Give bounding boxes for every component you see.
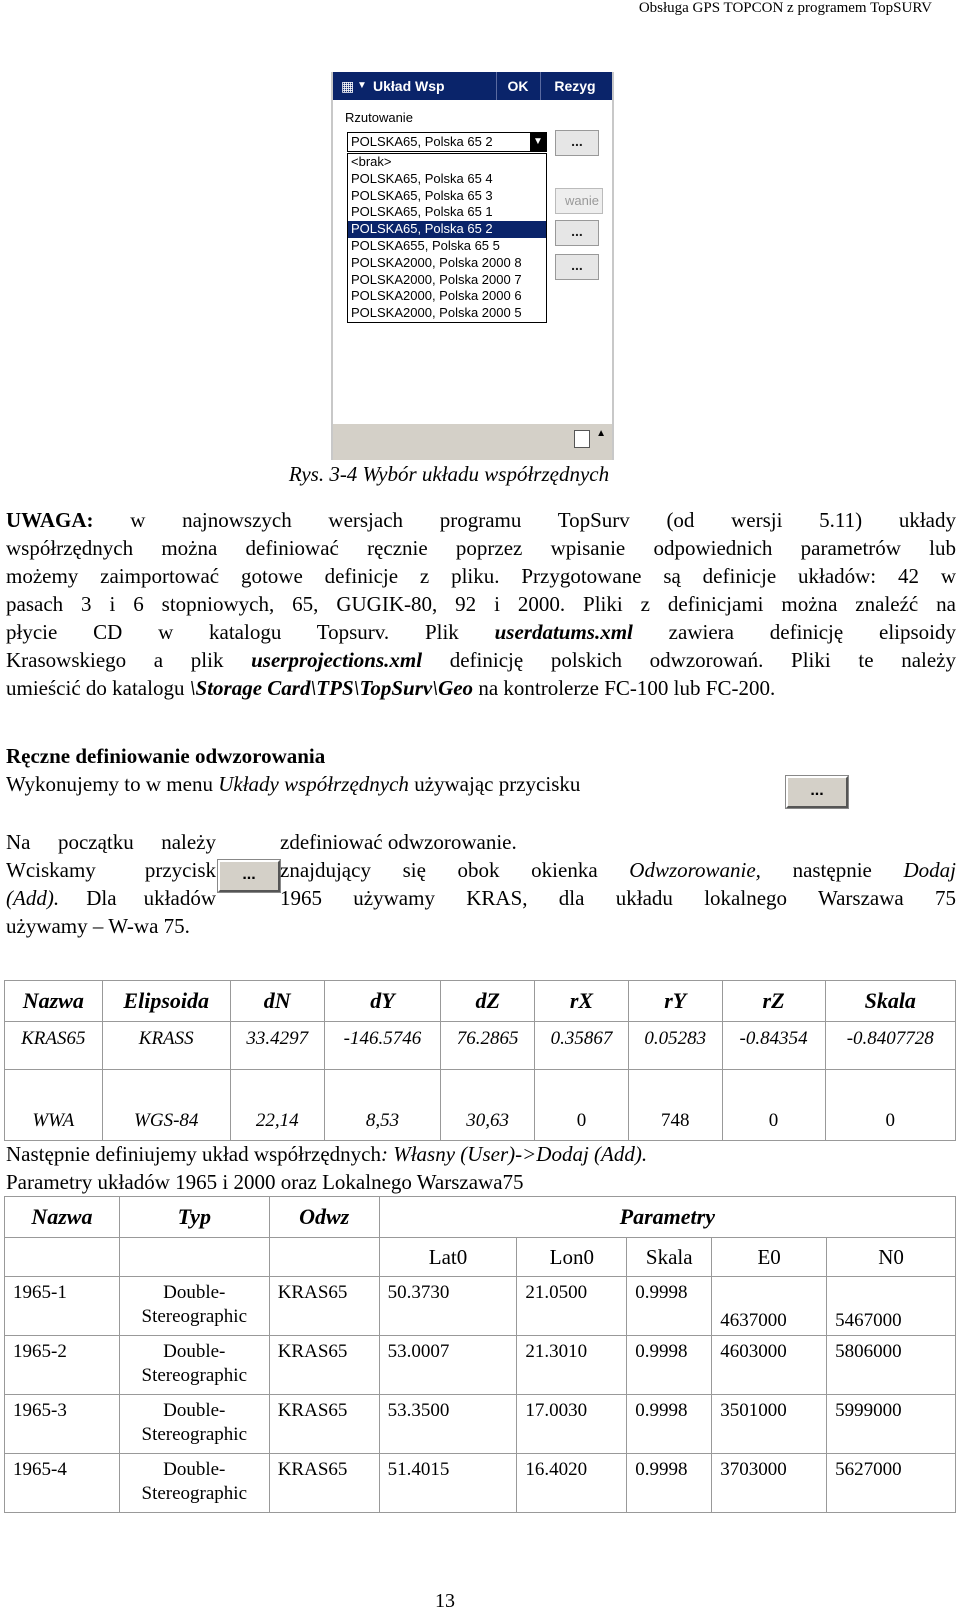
pda-taskbar xyxy=(333,424,612,460)
projection-parameters-table xyxy=(4,1196,956,1513)
browse-button-2[interactable]: ... xyxy=(555,220,599,246)
figure-caption: Rys. 3-4 Wybór układu współrzędnych xyxy=(288,462,610,486)
table-header: dN xyxy=(230,981,324,1022)
table-header: Odwz xyxy=(269,1197,379,1238)
list-item[interactable]: <brak> xyxy=(351,154,392,169)
table-header: dY xyxy=(324,981,441,1022)
table-header: rZ xyxy=(722,981,825,1022)
projection-select[interactable] xyxy=(347,132,547,152)
note-paragraph: UWAGA: w najnowszych wersjach programu TopSurv (od wersji 5.11) układy współrzędnych można definiować ręcznie poprzez wpisanie odpowiednich parametrów lub możemy zaimportować gotowe definicje z pliku. Przygotowane są definicje układów: 42 w pasach 3 i 6 stopniowych, 65, GUGIK-80, 92 i 2000. Pliki z definicjami można znaleźć na płycie CD w katalogu Topsurv. Plik userdatums.xml zawiera definicję elipsoidy Krasowskiego a plik userprojections.xml definicję polskich odwzorowań. Pliki te należy umieścić do katalogu \Storage Card\TPS\TopSurv\Geo na kontrolerze FC-100 lub FC-200. xyxy=(6,508,956,700)
table-header: Parametry xyxy=(379,1197,955,1238)
running-header: Obsługa GPS TOPCON z programem TopSURV xyxy=(638,0,932,16)
table-subheader: Lat0 xyxy=(379,1238,517,1277)
right-column-text: zdefiniować odwzorowanie. znajdujący się obok okienka Odwzorowanie, następnie Dodaj 1965 używamy KRAS, dla układu lokalnego Warszawa 75 xyxy=(280,830,956,910)
list-item[interactable]: POLSKA2000, Polska 2000 6 xyxy=(351,288,522,304)
table-header: dZ xyxy=(441,981,535,1022)
dropdown-arrow-icon[interactable]: ▼ xyxy=(530,133,546,151)
table-header: Nazwa xyxy=(5,1197,120,1238)
table-header-row xyxy=(5,1197,956,1238)
table-header-row xyxy=(5,981,956,1022)
pda-title-bar xyxy=(333,72,612,100)
cancel-button[interactable]: Rezyg xyxy=(540,72,609,100)
table-header: Nazwa xyxy=(5,981,103,1022)
pda-window-title: Układ Wsp xyxy=(373,78,445,94)
table-row: 1965-4 Double- Stereographic KRAS65 51.4015 16.4020 0.9998 3703000 5627000 xyxy=(5,1454,956,1513)
projection-dropdown-list[interactable] xyxy=(347,153,547,323)
hidden-button[interactable]: wanie xyxy=(555,188,603,214)
ellipsis-button-image: ... xyxy=(786,776,848,808)
list-item[interactable]: POLSKA2000, Polska 2000 7 xyxy=(351,271,522,287)
table-header: rX xyxy=(535,981,629,1022)
table-header: Skala xyxy=(825,981,955,1022)
table-subheader: Skala xyxy=(627,1238,712,1277)
section-heading: Ręczne definiowanie odwzorowania xyxy=(6,744,326,768)
list-item-selected[interactable]: POLSKA65, Polska 65 2 xyxy=(348,221,546,238)
datum-table xyxy=(4,980,956,1141)
table-header: Elipsoida xyxy=(102,981,230,1022)
projection-label: Rzutowanie xyxy=(345,110,413,125)
table-subheader: E0 xyxy=(712,1238,827,1277)
projection-selected-value: POLSKA65, Polska 65 2 xyxy=(351,134,493,149)
keyboard-icon[interactable] xyxy=(574,430,590,448)
table-subheader-row xyxy=(5,1238,956,1277)
table-row: 1965-2 Double- Stereographic KRAS65 53.0007 21.3010 0.9998 4603000 5806000 xyxy=(5,1336,956,1395)
left-column-text: Na początku należy Wciskamy przycisk (Add). Dla układów używamy – W-wa 75. xyxy=(6,830,216,938)
section-paragraph: Wykonujemy to w menu Układy współrzędnych używając przycisku xyxy=(6,772,581,796)
list-item[interactable]: POLSKA655, Polska 65 5 xyxy=(351,237,500,253)
page-number: 13 xyxy=(435,1590,455,1612)
table-header: rY xyxy=(628,981,722,1022)
ok-button[interactable]: OK xyxy=(496,72,539,100)
table-row: WWA WGS-84 22,14 8,53 30,63 0 748 0 0 xyxy=(5,1070,956,1141)
list-item[interactable]: POLSKA2000, Polska 2000 5 xyxy=(351,305,522,321)
coordinate-system-paragraph: Następnie definiujemy układ współrzędnych: Własny (User)->Dodaj (Add). Parametry układów 1965 i 2000 oraz Lokalnego Warszawa75 xyxy=(6,1142,648,1194)
browse-button-3[interactable]: ... xyxy=(555,254,599,280)
chevron-down-icon: ▼ xyxy=(357,80,367,91)
table-row: 1965-3 Double- Stereographic KRAS65 53.3500 17.0030 0.9998 3501000 5999000 xyxy=(5,1395,956,1454)
ellipsis-button-image-2: ... xyxy=(218,860,280,892)
chevron-up-icon[interactable]: ▲ xyxy=(596,428,606,439)
list-item[interactable]: POLSKA65, Polska 65 3 xyxy=(351,187,493,203)
table-row: KRAS65 KRASS 33.4297 -146.5746 76.2865 0.35867 0.05283 -0.84354 -0.8407728 xyxy=(5,1022,956,1070)
list-item[interactable]: POLSKA65, Polska 65 1 xyxy=(351,204,493,220)
list-item[interactable]: POLSKA2000, Polska 2000 8 xyxy=(351,254,522,270)
table-row: 1965-1 Double- Stereographic KRAS65 50.3730 21.0500 0.9998 4637000 5467000 xyxy=(5,1277,956,1336)
pda-screenshot xyxy=(331,72,614,460)
projection-browse-button[interactable]: ... xyxy=(555,130,599,156)
table-header: Typ xyxy=(119,1197,269,1238)
table-subheader: Lon0 xyxy=(517,1238,627,1277)
start-menu-icon[interactable]: ▦ xyxy=(341,78,355,94)
table-subheader: N0 xyxy=(827,1238,956,1277)
list-item[interactable]: POLSKA65, Polska 65 4 xyxy=(351,170,493,186)
